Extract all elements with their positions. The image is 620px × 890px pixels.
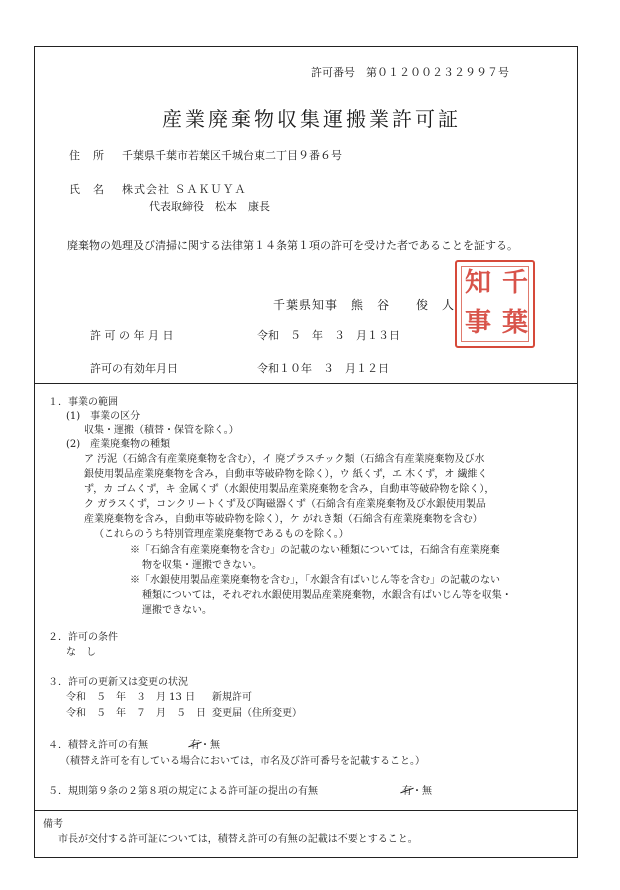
official-seal: 知 千 事 葉 [455, 260, 535, 348]
section-1-sub2-heading: (2) 産業廃棄物の種類 [66, 439, 171, 450]
mercury-note: 種類については，それぞれ水銀使用製品産業廃棄物，水銀含有ばいじん等を収集・ [142, 590, 512, 601]
certification-text: 廃棄物の処理及び清掃に関する法律第１４条第１項の許可を受けた者であることを証する。 [67, 239, 518, 252]
section-3-heading: ３．許可の更新又は変更の状況 [48, 677, 188, 688]
remarks-text: 市長が交付する許可証については，積替え許可の有無の記載は不要とすること。 [58, 834, 418, 845]
mercury-note: ※「水銀使用製品産業廃棄物を含む」，「水銀含有ばいじん等を含む」の記載のない [130, 575, 500, 586]
waste-type-line: ず，カ ゴムくず，キ 金属くず（水銀使用製品産業廃棄物を含み，自動車等破砕物を除く）， [84, 484, 495, 495]
address-label: 住 所 [69, 149, 105, 162]
address-value: 千葉県千葉市若葉区千城台東二丁目９番６号 [122, 149, 342, 162]
history-event: 変更届（住所変更） [212, 708, 302, 719]
section-2-heading: ２．許可の条件 [48, 632, 118, 643]
expiry-date: 令和１０年 ３ 月１２日 [257, 362, 389, 375]
option-yes-struck: 有 [190, 736, 200, 751]
section-4-note: （積替え許可を有している場合においては，市名及び許可番号を記載すること。） [60, 756, 425, 767]
section-1-sub1-text: 収集・運搬（積替・保管を除く。） [84, 425, 239, 436]
waste-type-line: ア 汚泥（石綿含有産業廃棄物を含む），イ 廃プラスチック類（石綿含有産業廃棄物及び水 [84, 454, 485, 465]
asbestos-note: ※「石綿含有産業廃棄物を含む」の記載のない種類については，石綿含有産業廃棄 [130, 545, 500, 556]
permit-date: 令和 ５ 年 ３ 月１３日 [257, 329, 400, 342]
section-divider [34, 383, 578, 384]
permit-number: 許可番号 第０１２００２３２９９７号 [311, 66, 509, 79]
option-yes-struck: 有 [402, 782, 412, 797]
section-1-sub1-heading: (1) 事業の区分 [66, 411, 141, 422]
waste-type-line: 銀使用製品産業廃棄物を含み，自動車等破砕物を除く），ウ 紙くず，エ 木くず，オ 繊維く [84, 469, 488, 480]
company-name: 株式会社 ＳＡＫＵＹＡ [122, 183, 247, 196]
section-2-text: な し [66, 647, 96, 658]
special-waste-note: （これらのうち特別管理産業廃棄物であるものを除く。） [94, 529, 349, 540]
asbestos-note: 物を収集・運搬できない。 [142, 560, 262, 571]
section-4-options: 有・無 [190, 736, 220, 751]
section-4-heading: ４．積替え許可の有無 [48, 740, 148, 751]
remarks-label: 備考 [43, 819, 63, 830]
section-1-heading: １．事業の範囲 [48, 397, 118, 408]
history-date: 令和 ５ 年 ７ 月 ５ 日 [66, 708, 206, 719]
permit-date-label: 許 可 の 年 月 日 [90, 329, 174, 342]
name-label: 氏 名 [69, 183, 105, 196]
representative-name: 代表取締役 松本 康長 [149, 200, 270, 213]
remarks-divider [34, 810, 578, 811]
mercury-note: 運搬できない。 [142, 605, 212, 616]
waste-type-line: ク ガラスくず，コンクリートくず及び陶磁器くず（石綿含有産業廃棄物及び水銀使用製品 [84, 499, 486, 510]
expiry-date-label: 許可の有効年月日 [90, 362, 178, 375]
waste-type-line: 産業廃棄物を含み，自動車等破砕物を除く），ケ がれき類（石綿含有産業廃棄物を含む） [84, 514, 483, 525]
section-5-options: 有・無 [402, 782, 432, 797]
issuer-name: 千葉県知事 熊 谷 俊 人 [273, 298, 456, 312]
history-date: 令和 ５ 年 ３ 月 13 日 [66, 692, 196, 703]
option-no: 無 [422, 786, 432, 797]
option-no: 無 [210, 740, 220, 751]
page-title: 産業廃棄物収集運搬業許可証 [162, 107, 461, 131]
section-5-heading: ５．規則第９条の２第８項の規定による許可証の提出の有無 [48, 786, 318, 797]
history-event: 新規許可 [212, 692, 252, 703]
